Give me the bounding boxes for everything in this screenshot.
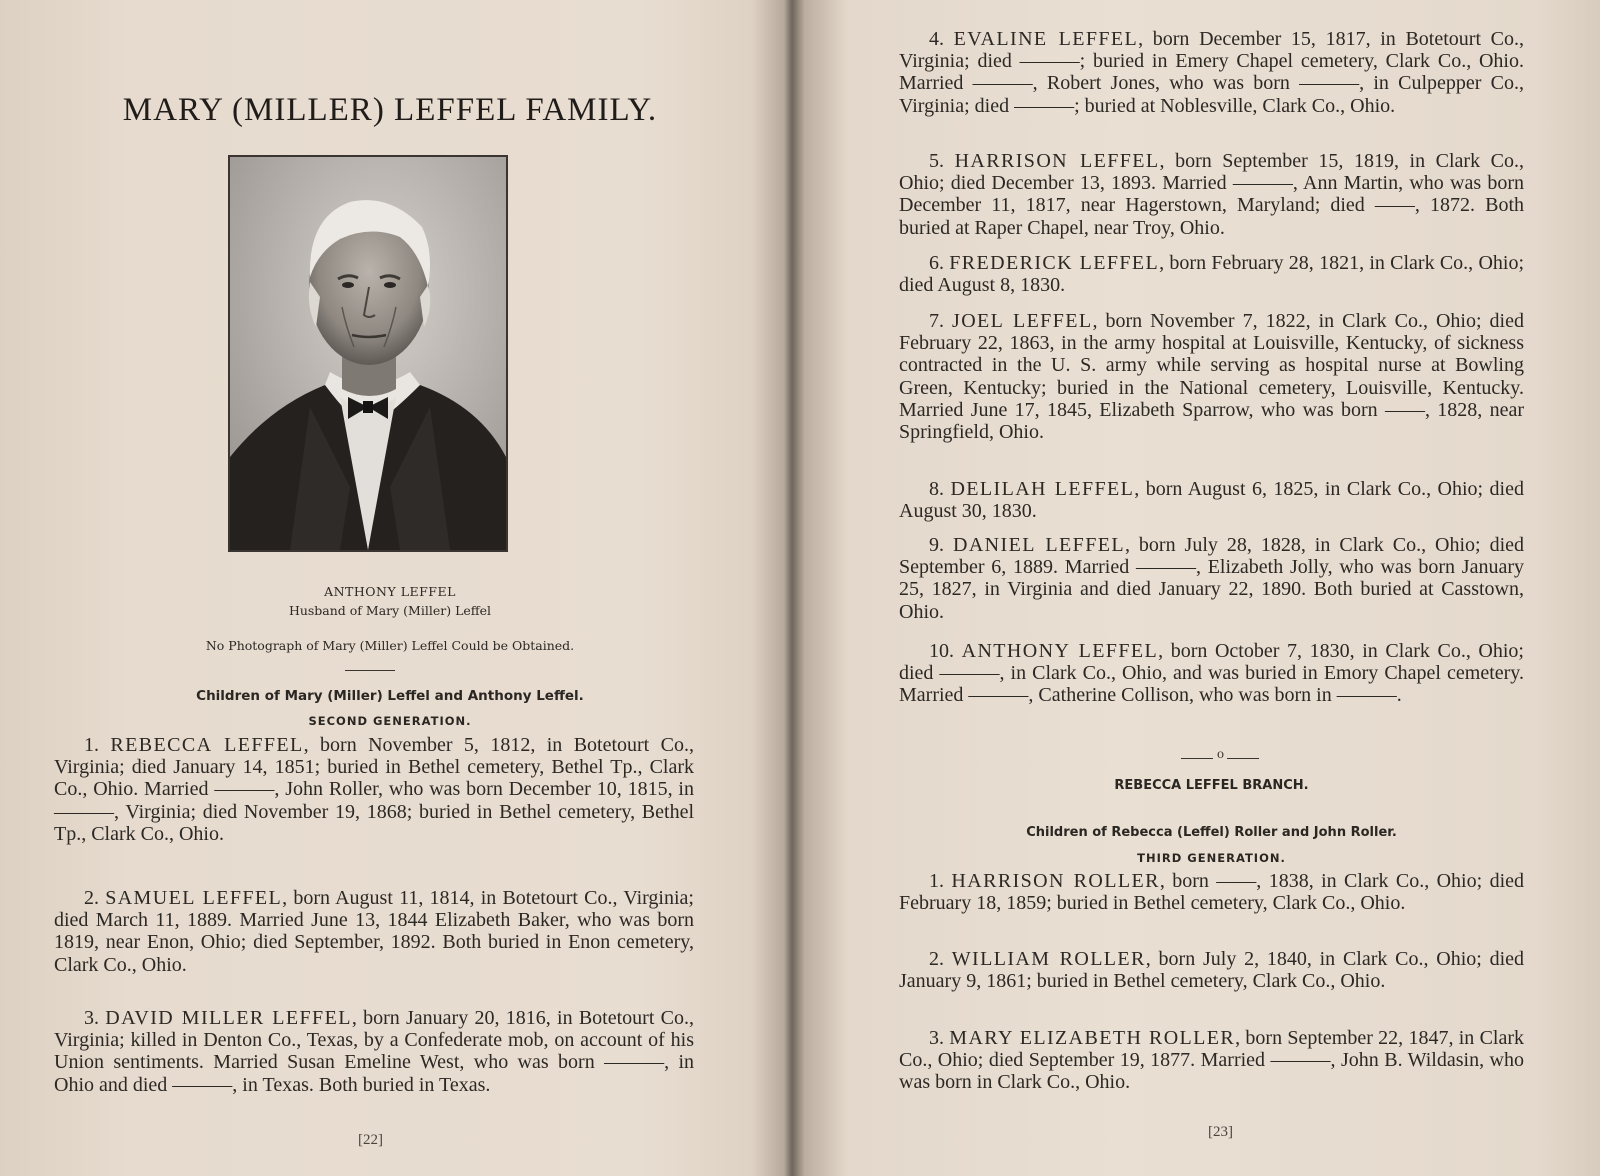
- entry-name: WILLIAM ROLLER: [951, 948, 1146, 970]
- generation-label: THIRD GENERATION.: [1137, 851, 1286, 865]
- entry-harrison-roller: [899, 870, 1524, 914]
- entry-harrison-leffel: [899, 150, 1524, 239]
- entry-william-roller: [899, 948, 1524, 992]
- entry-text: , born ——, 1838, in Clark Co., Ohio; died February 18, 1859; buried in Bethel cemetery, Clark Co., Ohio.: [899, 870, 1525, 915]
- entry-david-miller-leffel: [54, 1007, 694, 1096]
- entry-rebecca-leffel: [54, 734, 694, 845]
- entry-anthony-leffel: [899, 640, 1524, 707]
- entry-text: , born August 11, 1814, in Botetourt Co., Virginia; died March 11, 1889. Married June 13, 1844 Elizabeth Baker, who was born 1819, near Enon, Ohio; died September, 1892. Both buried in Enon cemetery, Clark Co., Ohio.: [54, 887, 694, 976]
- entry-samuel-leffel: [54, 887, 694, 976]
- entry-name: SAMUEL LEFFEL: [105, 887, 283, 909]
- entry-daniel-leffel: [899, 534, 1524, 623]
- entry-number: 2.: [84, 887, 99, 909]
- entry-evaline-leffel: [899, 28, 1524, 117]
- entry-text: , born October 7, 1830, in Clark Co., Ohio; died ———, in Clark Co., Ohio, and was buried in Emory Chapel cemetery. Married ———, Catherine Collison, who was born in ———.: [899, 640, 1524, 707]
- portrait-photo: [228, 155, 508, 552]
- entry-number: 7.: [929, 310, 944, 332]
- entry-name: DANIEL LEFFEL: [952, 534, 1125, 556]
- divider-rule: [345, 670, 395, 671]
- left-page: [0, 0, 780, 1176]
- entry-name: EVALINE LEFFEL: [953, 28, 1139, 50]
- entry-number: 3.: [84, 1007, 99, 1029]
- page-number: [23]: [1208, 1124, 1233, 1140]
- entry-number: 1.: [929, 870, 944, 892]
- entry-number: 9.: [929, 534, 944, 556]
- entry-name: ANTHONY LEFFEL: [961, 640, 1159, 662]
- separator-line: [1227, 758, 1259, 759]
- portrait-caption-role: Husband of Mary (Miller) Leffel: [288, 603, 492, 618]
- children-heading: Children of Rebecca (Leffel) Roller and John Roller.: [1026, 825, 1397, 840]
- page-title: MARY (MILLER) LEFFEL FAMILY.: [122, 92, 658, 128]
- entry-name: FREDERICK LEFFEL: [949, 252, 1160, 274]
- entry-name: DELILAH LEFFEL: [950, 478, 1135, 500]
- separator-line: [1181, 758, 1213, 759]
- children-heading: Children of Mary (Miller) Leffel and Anthony Leffel.: [196, 688, 584, 704]
- portrait-caption-name: ANTHONY LEFFEL: [324, 584, 456, 599]
- entry-name: HARRISON LEFFEL: [954, 150, 1160, 172]
- entry-joel-leffel: [899, 310, 1524, 443]
- entry-text: , born January 20, 1816, in Botetourt Co., Virginia; killed in Denton Co., Texas, by a Confederate mob, on account of his Union sentiments. Married Susan Emeline West, who was born ———, in Ohio and died ———, in Texas. Both buried in Texas.: [54, 1007, 694, 1096]
- separator-glyph: o: [1217, 747, 1224, 762]
- entry-name: REBECCA LEFFEL: [110, 734, 304, 756]
- entry-frederick-leffel: [899, 252, 1524, 296]
- entry-name: HARRISON ROLLER: [951, 870, 1160, 892]
- entry-text: , born September 22, 1847, in Clark Co., Ohio; died September 19, 1877. Married ———, John B. Wildasin, who was born in Clark Co., Ohio.: [899, 1027, 1525, 1094]
- entry-text: , born November 5, 1812, in Botetourt Co., Virginia; died January 14, 1851; buried in Bethel cemetery, Bethel Tp., Clark Co., Ohio. Married ———, John Roller, who was born December 10, 1815, in ———, Virginia; died November 19, 1868; buried in Bethel cemetery, Bethel Tp., Clark Co., Ohio.: [54, 734, 694, 845]
- entry-number: 5.: [929, 150, 944, 172]
- branch-heading: REBECCA LEFFEL BRANCH.: [1114, 778, 1309, 793]
- entry-text: , born December 15, 1817, in Botetourt Co., Virginia; died ———; buried in Emery Chapel cemetery, Clark Co., Ohio. Married ———, Robert Jones, who was born ———, in Culpepper Co., Virginia; died ———; buried at Noblesville, Clark Co., Ohio.: [899, 28, 1524, 117]
- entry-number: 1.: [84, 734, 99, 756]
- entry-number: 6.: [929, 252, 944, 274]
- entry-text: , born November 7, 1822, in Clark Co., Ohio; died February 22, 1863, in the army hospital at Louisville, Kentucky, of sickness contracted in the U. S. army while serving as hospital nurse at Bowling Green, Kentucky; buried in the National cemetery, Louisville, Kentucky. Married June 17, 1845, Elizabeth Sparrow, who was born ——, 1828, near Springfield, Ohio.: [899, 310, 1524, 444]
- entry-number: 2.: [929, 948, 944, 970]
- section-separator: [1181, 747, 1261, 766]
- entry-name: DAVID MILLER LEFFEL: [105, 1007, 352, 1029]
- generation-label: SECOND GENERATION.: [308, 714, 472, 728]
- entry-text: , born February 28, 1821, in Clark Co., Ohio; died August 8, 1830.: [899, 252, 1525, 297]
- entry-text: , born August 6, 1825, in Clark Co., Ohio; died August 30, 1830.: [899, 478, 1524, 523]
- portrait-image: [230, 157, 506, 550]
- entry-number: 4.: [929, 28, 944, 50]
- entry-delilah-leffel: [899, 478, 1524, 522]
- entry-text: , born July 2, 1840, in Clark Co., Ohio; died January 9, 1861; buried in Bethel cemetery, Clark Co., Ohio.: [899, 948, 1525, 993]
- entry-mary-elizabeth-roller: [899, 1027, 1524, 1094]
- entry-number: 3.: [929, 1027, 944, 1049]
- entry-name: JOEL LEFFEL: [952, 310, 1093, 332]
- entry-text: , born September 15, 1819, in Clark Co., Ohio; died December 13, 1893. Married ———, Ann Martin, who was born December 11, 1817, near Hagerstown, Maryland; died ——, 1872. Both buried at Raper Chapel, near Troy, Ohio.: [899, 150, 1524, 239]
- entry-number: 10.: [929, 640, 954, 662]
- page-number: [22]: [358, 1132, 383, 1148]
- entry-name: MARY ELIZABETH ROLLER: [949, 1027, 1236, 1049]
- entry-number: 8.: [929, 478, 944, 500]
- entry-text: , born July 28, 1828, in Clark Co., Ohio; died September 6, 1889. Married ———, Elizabeth Jolly, who was born January 25, 1827, in Virginia and died January 22, 1890. Both buried at Casstown, Ohio.: [899, 534, 1525, 623]
- right-page: [786, 0, 1600, 1176]
- no-photo-note: No Photograph of Mary (Miller) Leffel Could be Obtained.: [205, 638, 575, 653]
